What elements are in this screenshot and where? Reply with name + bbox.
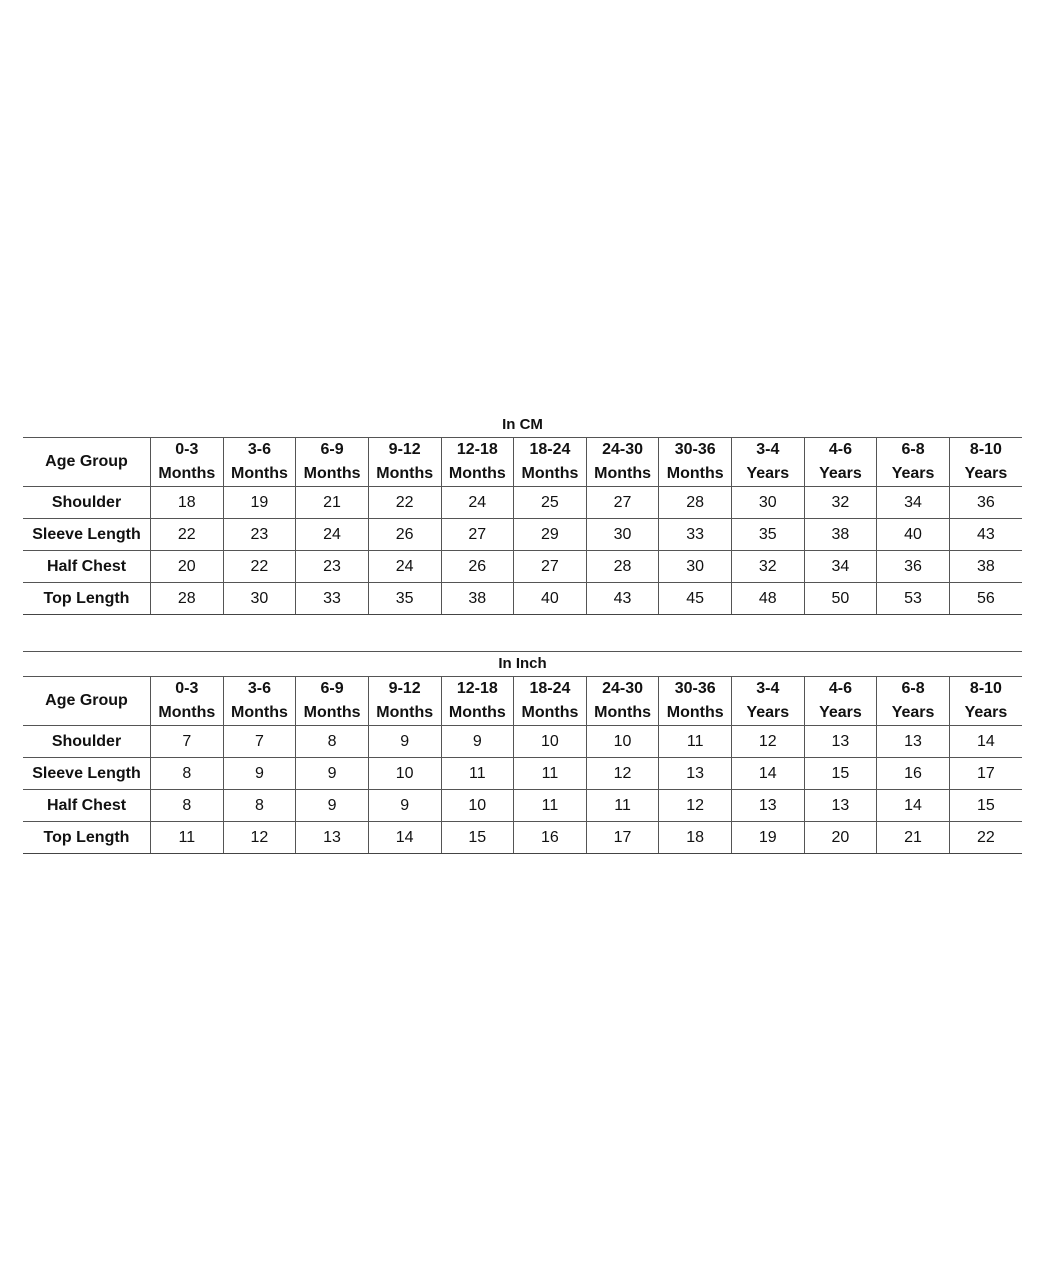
table-cell: 8	[296, 726, 369, 758]
table-cell: 19	[732, 822, 805, 854]
age-range: 3-6	[247, 441, 271, 458]
table-row	[23, 790, 1022, 822]
table-cell: 9	[296, 758, 369, 790]
age-unit: Months	[376, 704, 434, 721]
table-cell: 11	[151, 822, 224, 854]
table-cell: 56	[949, 583, 1022, 615]
table-cell: 20	[804, 822, 877, 854]
table-cell: 7	[223, 726, 296, 758]
table-cell: 22	[223, 551, 296, 583]
age-range: 6-9	[320, 680, 344, 697]
table-row	[23, 583, 1022, 615]
table-title: In Inch	[23, 651, 1022, 677]
age-unit: Months	[666, 465, 724, 482]
measurement-label: Sleeve Length	[23, 758, 151, 790]
age-range: 6-9	[320, 441, 344, 458]
table-cell: 24	[296, 519, 369, 551]
table-cell: 15	[804, 758, 877, 790]
age-column-header	[659, 438, 732, 487]
table-cell: 13	[877, 726, 950, 758]
table-cell: 33	[296, 583, 369, 615]
table-cell: 15	[949, 790, 1022, 822]
table-cell: 38	[949, 551, 1022, 583]
age-range: 8-10	[969, 680, 1002, 697]
age-unit: Years	[746, 704, 790, 721]
size-chart-inch	[23, 651, 1022, 854]
table-cell: 12	[586, 758, 659, 790]
table-cell: 34	[804, 551, 877, 583]
table-cell: 27	[586, 487, 659, 519]
age-range: 18-24	[529, 441, 571, 458]
age-column-header	[949, 677, 1022, 726]
table-cell: 8	[151, 790, 224, 822]
measurement-label: Top Length	[23, 583, 151, 615]
table-cell: 20	[151, 551, 224, 583]
age-range: 9-12	[388, 441, 421, 458]
table-cell: 16	[877, 758, 950, 790]
table-cell: 36	[949, 487, 1022, 519]
age-column-header	[151, 438, 224, 487]
table-cell: 30	[586, 519, 659, 551]
table-cell: 15	[441, 822, 514, 854]
age-unit: Months	[594, 704, 651, 721]
table-cell: 48	[732, 583, 805, 615]
age-range: 6-8	[901, 441, 925, 458]
age-column-header	[151, 677, 224, 726]
table-cell: 30	[732, 487, 805, 519]
age-unit: Months	[158, 465, 216, 482]
table-cell: 19	[223, 487, 296, 519]
table-cell: 40	[514, 583, 587, 615]
age-column-header	[514, 438, 587, 487]
age-range: 18-24	[529, 680, 571, 697]
age-unit: Months	[521, 704, 579, 721]
table-cell: 17	[586, 822, 659, 854]
table-row	[23, 758, 1022, 790]
table-row	[23, 519, 1022, 551]
table-cell: 14	[877, 790, 950, 822]
age-unit: Years	[819, 704, 862, 721]
table-cell: 8	[151, 758, 224, 790]
table-cell: 40	[877, 519, 950, 551]
table-cell: 45	[659, 583, 732, 615]
table-cell: 32	[804, 487, 877, 519]
age-column-header	[514, 677, 587, 726]
table-cell: 8	[223, 790, 296, 822]
table-cell: 11	[659, 726, 732, 758]
table-cell: 12	[659, 790, 732, 822]
table-cell: 26	[441, 551, 514, 583]
age-column-header	[804, 677, 877, 726]
age-column-header	[441, 677, 514, 726]
age-unit: Months	[666, 704, 724, 721]
table-cell: 21	[296, 487, 369, 519]
table-row	[23, 822, 1022, 854]
table-cell: 23	[223, 519, 296, 551]
table-cell: 16	[514, 822, 587, 854]
table-cell: 10	[441, 790, 514, 822]
table-cell: 9	[368, 726, 441, 758]
table-cell: 14	[949, 726, 1022, 758]
table-cell: 32	[732, 551, 805, 583]
age-unit: Months	[158, 704, 216, 721]
table-cell: 35	[732, 519, 805, 551]
age-range: 12-18	[456, 441, 498, 458]
table-row	[23, 726, 1022, 758]
table-cell: 24	[441, 487, 514, 519]
age-unit: Months	[448, 704, 506, 721]
table-cell: 11	[441, 758, 514, 790]
age-range: 0-3	[175, 441, 199, 458]
age-range: 24-30	[602, 680, 644, 697]
table-cell: 9	[441, 726, 514, 758]
table-cell: 17	[949, 758, 1022, 790]
table-cell: 23	[296, 551, 369, 583]
age-unit: Years	[746, 465, 790, 482]
age-unit: Months	[303, 704, 361, 721]
table-cell: 34	[877, 487, 950, 519]
table-cell: 18	[659, 822, 732, 854]
age-unit: Years	[891, 704, 935, 721]
age-range: 24-30	[602, 441, 644, 458]
table-cell: 28	[586, 551, 659, 583]
age-column-header	[223, 677, 296, 726]
age-unit: Years	[964, 465, 1008, 482]
age-column-header	[368, 677, 441, 726]
age-unit: Months	[231, 704, 288, 721]
age-unit: Months	[521, 465, 579, 482]
table-title: In CM	[23, 413, 1022, 438]
table-cell: 13	[659, 758, 732, 790]
age-range: 4-6	[828, 680, 852, 697]
measurement-label: Half Chest	[23, 790, 151, 822]
table-cell: 13	[804, 726, 877, 758]
table-cell: 43	[586, 583, 659, 615]
table-row	[23, 487, 1022, 519]
table-cell: 27	[514, 551, 587, 583]
size-table	[23, 677, 1022, 854]
table-cell: 12	[223, 822, 296, 854]
age-range: 4-6	[828, 441, 852, 458]
table-cell: 43	[949, 519, 1022, 551]
age-unit: Years	[964, 704, 1008, 721]
table-cell: 36	[877, 551, 950, 583]
table-cell: 9	[223, 758, 296, 790]
measurement-label: Top Length	[23, 822, 151, 854]
age-range: 3-4	[756, 441, 780, 458]
table-cell: 11	[514, 758, 587, 790]
age-unit: Months	[448, 465, 506, 482]
table-cell: 7	[151, 726, 224, 758]
table-cell: 18	[151, 487, 224, 519]
table-cell: 13	[804, 790, 877, 822]
age-column-header	[368, 438, 441, 487]
age-range: 0-3	[175, 680, 199, 697]
table-cell: 24	[368, 551, 441, 583]
table-cell: 11	[586, 790, 659, 822]
header-row	[23, 677, 1022, 726]
age-unit: Months	[303, 465, 361, 482]
table-cell: 11	[514, 790, 587, 822]
measurement-label: Shoulder	[23, 487, 151, 519]
age-column-header	[804, 438, 877, 487]
table-cell: 14	[732, 758, 805, 790]
table-cell: 38	[804, 519, 877, 551]
table-cell: 35	[368, 583, 441, 615]
age-range: 9-12	[388, 680, 421, 697]
table-cell: 9	[368, 790, 441, 822]
table-cell: 10	[514, 726, 587, 758]
age-range: 30-36	[674, 441, 716, 458]
age-column-header	[296, 438, 369, 487]
age-range: 6-8	[901, 680, 925, 697]
table-cell: 9	[296, 790, 369, 822]
age-column-header	[732, 677, 805, 726]
table-cell: 50	[804, 583, 877, 615]
table-row	[23, 551, 1022, 583]
measurement-label: Half Chest	[23, 551, 151, 583]
age-group-header: Age Group	[23, 677, 151, 726]
age-column-header	[877, 677, 950, 726]
age-column-header	[732, 438, 805, 487]
table-cell: 10	[586, 726, 659, 758]
age-unit: Months	[594, 465, 651, 482]
table-cell: 22	[949, 822, 1022, 854]
age-column-header	[296, 677, 369, 726]
measurement-label: Shoulder	[23, 726, 151, 758]
age-unit: Months	[376, 465, 434, 482]
size-table	[23, 438, 1022, 615]
size-chart-cm	[23, 413, 1022, 615]
table-cell: 13	[296, 822, 369, 854]
age-column-header	[659, 677, 732, 726]
table-cell: 22	[368, 487, 441, 519]
table-cell: 26	[368, 519, 441, 551]
table-cell: 27	[441, 519, 514, 551]
age-column-header	[949, 438, 1022, 487]
header-row	[23, 438, 1022, 487]
table-cell: 38	[441, 583, 514, 615]
table-cell: 13	[732, 790, 805, 822]
age-unit: Years	[891, 465, 935, 482]
measurement-label: Sleeve Length	[23, 519, 151, 551]
age-range: 30-36	[674, 680, 716, 697]
age-range: 3-6	[247, 680, 271, 697]
table-cell: 29	[514, 519, 587, 551]
age-range: 12-18	[456, 680, 498, 697]
age-range: 3-4	[756, 680, 780, 697]
table-cell: 28	[659, 487, 732, 519]
age-column-header	[223, 438, 296, 487]
table-cell: 12	[732, 726, 805, 758]
table-cell: 21	[877, 822, 950, 854]
age-column-header	[586, 677, 659, 726]
age-column-header	[441, 438, 514, 487]
age-column-header	[877, 438, 950, 487]
table-cell: 22	[151, 519, 224, 551]
table-cell: 28	[151, 583, 224, 615]
table-cell: 33	[659, 519, 732, 551]
table-cell: 30	[659, 551, 732, 583]
age-unit: Years	[819, 465, 862, 482]
age-range: 8-10	[969, 441, 1002, 458]
table-cell: 10	[368, 758, 441, 790]
table-cell: 30	[223, 583, 296, 615]
age-column-header	[586, 438, 659, 487]
table-cell: 25	[514, 487, 587, 519]
age-group-header: Age Group	[23, 438, 151, 487]
age-unit: Months	[231, 465, 288, 482]
table-cell: 53	[877, 583, 950, 615]
table-cell: 14	[368, 822, 441, 854]
